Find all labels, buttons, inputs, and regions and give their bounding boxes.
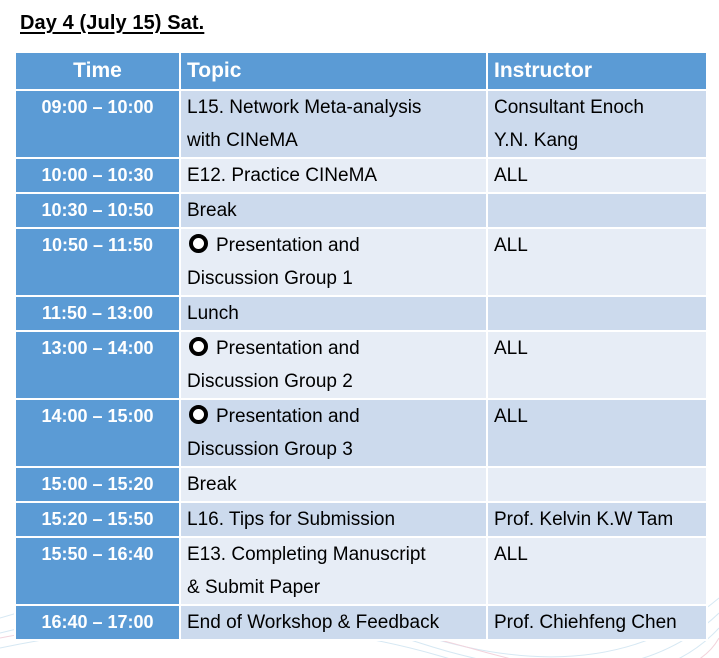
schedule-row <box>15 399 707 467</box>
instructor-cell <box>487 90 707 158</box>
instructor-text: Prof. Chiehfeng Chen <box>494 612 677 633</box>
schedule-row <box>15 467 707 502</box>
schedule-row <box>15 605 707 640</box>
topic-cell <box>180 228 487 296</box>
schedule-table <box>14 51 708 641</box>
header-time: Time <box>15 52 180 90</box>
topic-cell <box>180 467 487 502</box>
topic-cell <box>180 158 487 193</box>
instructor-cell <box>487 296 707 331</box>
topic-cell <box>180 399 487 467</box>
circled-dot-icon <box>189 337 208 356</box>
table-header-row <box>15 52 707 90</box>
topic-text: End of Workshop & Feedback <box>187 612 440 633</box>
time-cell: 13:00 – 14:00 <box>15 331 180 399</box>
topic-cell <box>180 502 487 537</box>
instructor-cell <box>487 193 707 228</box>
circled-dot-icon <box>189 405 208 424</box>
topic-cell <box>180 537 487 605</box>
topic-text: Presentation and <box>216 235 360 256</box>
schedule-row <box>15 90 707 158</box>
topic-cell <box>180 193 487 228</box>
instructor-text: ALL <box>494 406 528 427</box>
time-cell: 09:00 – 10:00 <box>15 90 180 158</box>
topic-text: L15. Network Meta-analysis <box>187 97 422 118</box>
topic-text: E12. Practice CINeMA <box>187 165 378 186</box>
topic-text: Discussion Group 1 <box>187 268 353 289</box>
topic-text: Presentation and <box>216 338 360 359</box>
schedule-body <box>15 90 707 640</box>
topic-text: & Submit Paper <box>187 577 321 598</box>
instructor-cell <box>487 158 707 193</box>
topic-text: Discussion Group 2 <box>187 371 353 392</box>
time-cell: 16:40 – 17:00 <box>15 605 180 640</box>
time-cell: 15:00 – 15:20 <box>15 467 180 502</box>
instructor-cell <box>487 399 707 467</box>
time-cell: 11:50 – 13:00 <box>15 296 180 331</box>
time-cell: 10:30 – 10:50 <box>15 193 180 228</box>
schedule-row <box>15 537 707 605</box>
instructor-text: ALL <box>494 338 528 359</box>
instructor-cell <box>487 467 707 502</box>
topic-cell <box>180 605 487 640</box>
circled-dot-icon <box>189 234 208 253</box>
header-instructor: Instructor <box>487 52 707 90</box>
time-cell: 15:20 – 15:50 <box>15 502 180 537</box>
instructor-text: ALL <box>494 235 528 256</box>
schedule-row <box>15 296 707 331</box>
schedule-row <box>15 193 707 228</box>
instructor-cell <box>487 502 707 537</box>
topic-text: Break <box>187 200 237 221</box>
topic-cell <box>180 90 487 158</box>
schedule-row <box>15 502 707 537</box>
instructor-text: Prof. Kelvin K.W Tam <box>494 509 674 530</box>
time-cell: 15:50 – 16:40 <box>15 537 180 605</box>
schedule-row <box>15 331 707 399</box>
schedule-row <box>15 158 707 193</box>
time-cell: 14:00 – 15:00 <box>15 399 180 467</box>
time-cell: 10:00 – 10:30 <box>15 158 180 193</box>
day-title: Day 4 (July 15) Sat. <box>20 12 205 34</box>
topic-text: Discussion Group 3 <box>187 439 353 460</box>
topic-text: Lunch <box>187 303 239 324</box>
instructor-cell <box>487 331 707 399</box>
instructor-cell <box>487 228 707 296</box>
topic-text: E13. Completing Manuscript <box>187 544 426 565</box>
topic-text: Break <box>187 474 237 495</box>
topic-text: L16. Tips for Submission <box>187 509 396 530</box>
header-topic: Topic <box>180 52 487 90</box>
instructor-text: Y.N. Kang <box>494 130 579 151</box>
topic-cell <box>180 331 487 399</box>
topic-cell <box>180 296 487 331</box>
time-cell: 10:50 – 11:50 <box>15 228 180 296</box>
topic-text: Presentation and <box>216 406 360 427</box>
instructor-cell <box>487 605 707 640</box>
instructor-text: Consultant Enoch <box>494 97 644 118</box>
instructor-text: ALL <box>494 165 528 186</box>
schedule-row <box>15 228 707 296</box>
instructor-cell <box>487 537 707 605</box>
topic-text: with CINeMA <box>187 130 298 151</box>
instructor-text: ALL <box>494 544 528 565</box>
